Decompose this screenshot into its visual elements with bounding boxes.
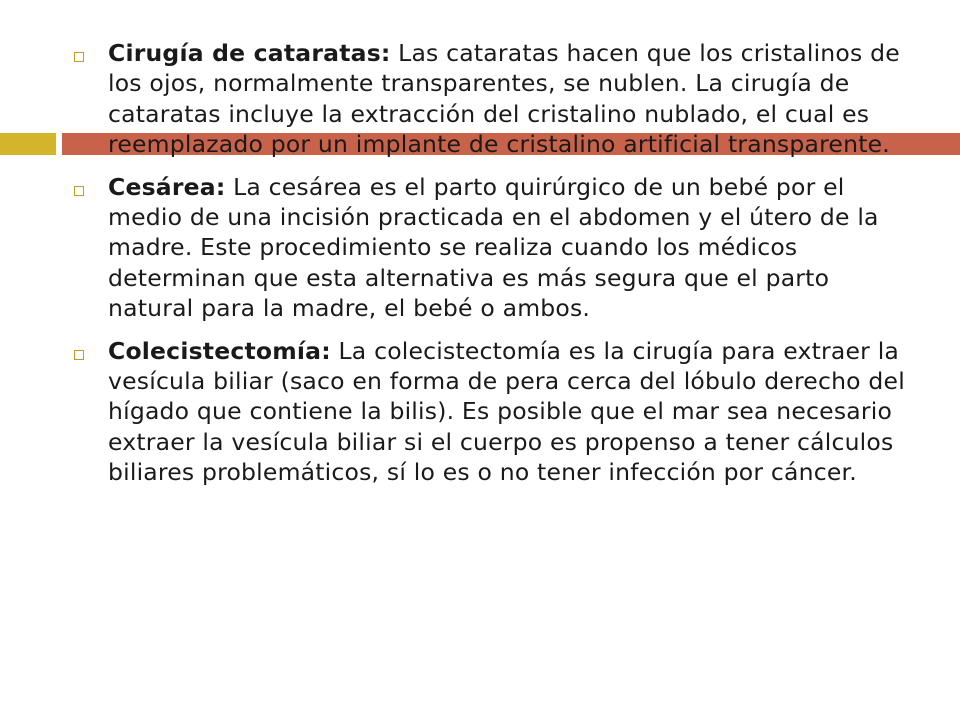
bullet-term: Cirugía de cataratas: xyxy=(108,39,391,67)
square-bullet-icon xyxy=(74,52,84,62)
bullet-text: La colecistectomía es la cirugía para extraer la vesícula biliar (saco en forma de pera cerca del lóbulo derecho del hígado que contiene la bilis). Es posible que el mar sea necesario extraer la vesícula biliar si el cuerpo es propenso a tener cálculos biliares problemáticos, sí lo es o no tener infección por cáncer. xyxy=(108,336,905,487)
bullet-term: Colecistectomía: xyxy=(108,336,331,365)
bullet-text: Las cataratas hacen que los cristalinos de los ojos, normalmente transparentes, se nublen. La cirugía de cataratas incluye la extracción del cristalino nublado, el cual es reemplazado por un implante de cristalino artificial transparente. xyxy=(108,39,900,159)
bullet-term: Cesárea: xyxy=(108,172,226,201)
bullet-item-colecistectomia xyxy=(0,336,914,488)
square-bullet-icon xyxy=(74,186,84,196)
square-bullet-icon xyxy=(74,350,84,360)
bullet-item-cataratas xyxy=(0,38,914,160)
bullet-text: La cesárea es el parto quirúrgico de un bebé por el medio de una incisión practicada en el abdomen y el útero de la madre. Este procedimiento se realiza cuando los médicos determinan que esta alternativa es más segura que el parto natural para la madre, el bebé o ambos. xyxy=(108,172,879,323)
slide-content xyxy=(0,38,960,500)
bullet-item-cesarea xyxy=(0,172,914,324)
